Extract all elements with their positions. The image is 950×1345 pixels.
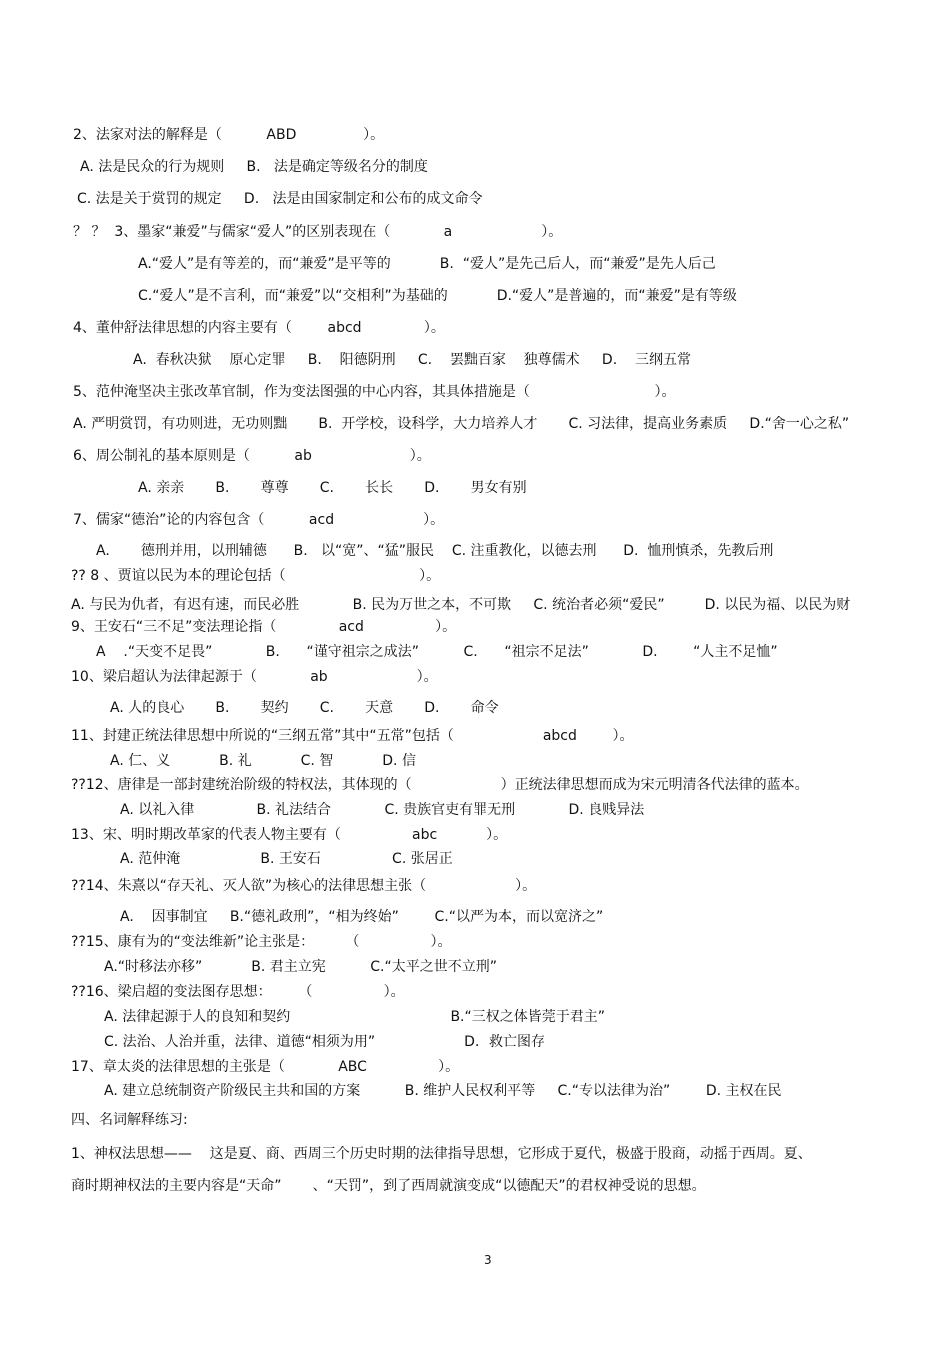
options-12: A. 以礼入律 B. 礼法结合 C. 贵族官吏有罪无刑 D. 良贱异法 <box>120 802 645 818</box>
options-8: A. 与民为仇者，有迟有速，而民必胜 B. 民为万世之本，不可欺 C. 统治者必须“爱民” D. 以民为福、以民为财 <box>71 597 851 613</box>
options-16-ab: A. 法律起源于人的良知和契约 B.“三权之体皆莞于君主” <box>104 1009 605 1025</box>
options-17: A. 建立总统制资产阶级民主共和国的方案 B. 维护人民权利平等 C.“专以法律为治” D. 主权在民 <box>104 1083 782 1099</box>
question-9: 9、王安石“三不足”变法理论指（ acd ）。 <box>71 619 457 635</box>
options-6: A. 亲亲 B. 尊尊 C. 长长 D. 男女有别 <box>138 480 527 496</box>
options-3-cd: C.“爱人”是不言利，而“兼爱”以“交相利”为基础的 D.“爱人”是普遍的，而“兼爱”是有等级 <box>138 288 737 304</box>
definition-1-line-2: 商时期神权法的主要内容是“天命” 、“天罚”，到了西周就演变成“以德配天”的君权神受说的思想。 <box>71 1178 706 1194</box>
question-15: ??15、康有为的“变法维新”论主张是： （ ）。 <box>71 934 452 950</box>
question-14: ??14、朱熹以“存天礼、灭人欲”为核心的法律思想主张（ ）。 <box>71 878 537 894</box>
options-13: A. 范仲淹 B. 王安石 C. 张居正 <box>120 851 453 867</box>
question-12: ??12、唐律是一部封建统治阶级的特权法，其体现的（ ）正统法律思想而成为宋元明清各代法律的蓝本。 <box>71 777 809 793</box>
options-11: A. 仁、义 B. 礼 C. 智 D. 信 <box>110 753 416 769</box>
question-4: 4、董仲舒法律思想的内容主要有（ abcd ）。 <box>73 320 445 336</box>
question-2: 2、法家对法的解释是（ ABD ）。 <box>73 127 385 143</box>
question-11: 11、封建正统法律思想中所说的“三纲五常”其中“五常”包括（ abcd ）。 <box>71 728 634 744</box>
question-8: ?? 8 、贾谊以民为本的理论包括（ ）。 <box>71 568 441 584</box>
page-number: 3 <box>484 1253 492 1267</box>
options-16-cd: C. 法治、人治并重，法律、道德“相须为用” D．救亡图存 <box>104 1034 545 1050</box>
options-7: A. 德刑并用，以刑辅德 B. 以“宽”、“猛”服民 C. 注重教化，以德去刑 D. 恤刑慎杀，先教后刑 <box>96 543 774 559</box>
question-7: 7、儒家“德治”论的内容包含（ acd ）。 <box>73 512 445 528</box>
question-13: 13、宋、明时期改革家的代表人物主要有（ abc ）。 <box>71 827 508 843</box>
question-6: 6、周公制礼的基本原则是（ ab ）。 <box>73 448 431 464</box>
definition-1-line-1: 1、神权法思想—— 这是夏、商、西周三个历史时期的法律指导思想，它形成于夏代，极盛于股商，动摇于西周。夏、 <box>71 1146 812 1162</box>
section-heading: 四、名词解释练习: <box>71 1112 188 1128</box>
question-16: ??16、梁启超的变法图存思想： （ ）。 <box>71 984 405 1000</box>
options-15: A.“时移法亦移” B. 君主立宪 C.“太平之世不立刑” <box>104 959 497 975</box>
options-14: A. 因事制宜 B.“德礼政刑”，“相为终始” C.“以严为本，而以宽济之” <box>120 909 604 925</box>
question-17: 17、章太炎的法律思想的主张是（ ABC ）。 <box>71 1059 460 1075</box>
options-3-ab: A.“爱人”是有等差的，而“兼爱”是平等的 B. “爱人”是先己后人，而“兼爱”是先人后己 <box>138 256 716 272</box>
options-9: A .“天变不足畏” B. “谨守祖宗之成法” C. “祖宗不足法” D. “人主不足恤” <box>96 644 778 660</box>
options-4: A. 春秋决狱 原心定罪 B. 阳德阴刑 C. 罢黜百家 独尊儒术 D. 三纲五常 <box>133 352 691 368</box>
question-5: 5、范仲淹坚决主张改革官制，作为变法图强的中心内容，其具体措施是（ ）。 <box>73 384 676 400</box>
options-5: A. 严明赏罚，有功则进，无功则黜 B. 开学校，设科学，大力培养人才 C. 习法律，提高业务素质 D.“舍一心之私” <box>73 416 850 432</box>
options-2-cd: C. 法是关于赏罚的规定 D. 法是由国家制定和公布的成文命令 <box>77 191 483 207</box>
options-2-ab: A. 法是民众的行为规则 B. 法是确定等级名分的制度 <box>80 159 428 175</box>
options-10: A. 人的良心 B. 契约 C. 天意 D. 命令 <box>110 700 499 716</box>
question-10: 10、梁启超认为法律起源于（ ab ）。 <box>71 669 438 685</box>
question-3: ？ ？ 3、墨家“兼爱”与儒家“爱人”的区别表现在（ a ）。 <box>73 224 563 240</box>
